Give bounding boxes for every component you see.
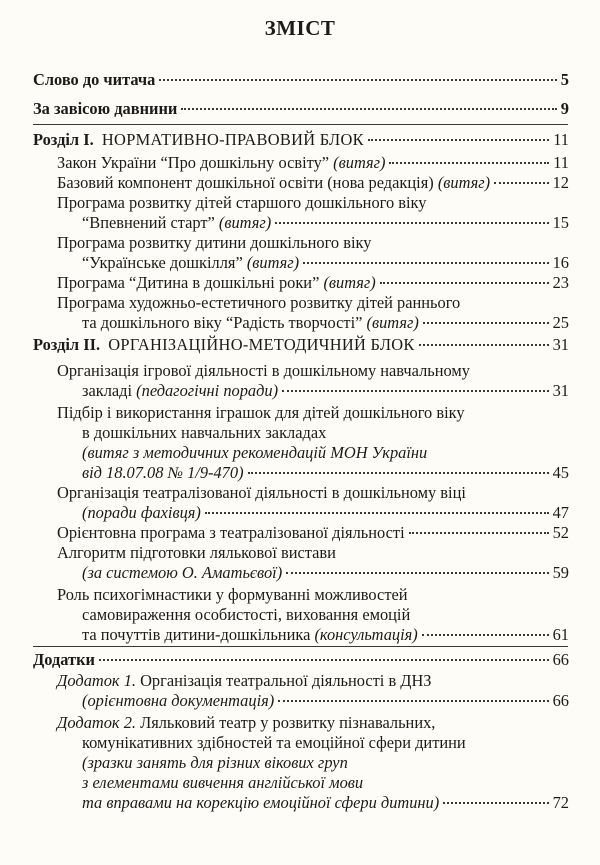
toc-entry-note: (орієнтовна документація) [82,691,275,710]
toc-entry-title[interactable]: Програма розвитку дитини дошкільного віку [57,233,372,252]
toc-entry-page: 45 [552,463,569,482]
toc-entry-title[interactable]: Організація ігрової діяльності в дошкільному навчальному [57,361,470,380]
toc-entry-note: (за системою О. Аматьєвої) [82,563,283,582]
toc-entry-title[interactable]: Роль психогімнастики у формуванні можливостей [57,585,408,604]
toc-entry-note: (витяг) [333,153,386,172]
toc-entry-title: Орієнтовна програма з театралізованої діяльності [57,523,405,542]
toc-entry[interactable] [33,99,569,119]
toc-entry-title: Слово до читача [33,70,156,89]
toc-entry-title: Закон України “Про дошкільну освіту” [57,153,330,172]
toc-entry-page: 47 [552,503,569,522]
toc-entry-page: 31 [552,381,569,400]
toc-entry[interactable] [82,313,569,333]
toc-entry-page: 16 [552,253,569,272]
toc-entry[interactable] [82,793,569,813]
toc-entry[interactable] [82,503,569,523]
section-title: НОРМАТИВНО-ПРАВОВИЙ БЛОК [101,130,364,149]
section-title: Додатки [33,650,96,669]
toc-section[interactable] [33,335,569,355]
section-label: Розділ II. [33,335,101,354]
toc-entry-title: “Українське дошкілля” [82,253,243,272]
toc-entry-page: 23 [552,273,569,292]
toc-entry-note: (витяг) [323,273,376,292]
divider [33,646,568,647]
toc-section[interactable] [33,130,569,150]
toc-entry-title: та почуттів дитини-дошкільника [82,625,311,644]
toc-entry[interactable] [82,381,569,401]
toc-entry-title[interactable]: Підбір і використання іграшок для дітей дошкільного віку [57,403,465,422]
toc-entry-note: (витяг) [437,173,491,192]
toc-entry-note: (витяг) [246,253,300,272]
toc-entry-title: Ляльковий театр у розвитку пізнавальних, [140,713,436,732]
toc-entry-title: Базовий компонент дошкільної освіти (нова редакція) [57,173,434,192]
toc-entry[interactable] [82,253,569,273]
appendix-label: Додаток 1. [57,671,136,690]
toc-entry-page: 15 [552,213,569,232]
toc-entry-note[interactable]: з елементами вивчення англійської мови [82,773,364,792]
toc-entry[interactable] [82,625,569,645]
toc-entry-note: (витяг) [366,313,419,332]
toc-entry-title: та дошкільного віку “Радість творчості” [82,313,363,332]
toc-entry-page: 66 [552,691,569,710]
toc-entry-title[interactable]: в дошкільних навчальних закладах [82,423,327,442]
toc-entry-note: (поради фахівця) [82,503,201,522]
toc-entry[interactable] [82,213,569,233]
toc-entry-title[interactable]: самовираження особистості, виховання емоцій [82,605,411,624]
toc-entry-page: 72 [552,793,569,812]
toc-entry-page: 11 [553,130,569,149]
toc-entry-title[interactable]: Алгоритм підготовки лялькової вистави [57,543,336,562]
toc-entry-page: 31 [552,335,569,354]
toc-entry-title: “Впевнений старт” [82,213,215,232]
toc-entry[interactable] [57,273,569,293]
toc-entry[interactable] [57,173,569,193]
toc-section[interactable] [33,650,569,670]
toc-entry-page: 61 [552,625,569,644]
toc-entry[interactable] [33,70,569,90]
toc-entry[interactable] [57,671,432,691]
toc-entry-note: від 18.07.08 № 1/9-470) [82,463,244,482]
toc-entry-note: (витяг) [218,213,272,232]
toc-entry-title[interactable]: Організація театралізованої діяльності в дошкільному віці [57,483,466,502]
section-title: ОРГАНІЗАЦІЙНО-МЕТОДИЧНИЙ БЛОК [108,335,415,354]
toc-entry-page: 5 [560,70,569,89]
toc-entry-note[interactable]: (витяг з методичних рекомендацій МОН України [82,443,428,462]
toc-entry-title[interactable]: Програма розвитку дітей старшого дошкільного віку [57,193,427,212]
toc-entry-page: 9 [560,99,569,118]
toc-entry[interactable] [82,563,569,583]
toc-entry-page: 66 [552,650,569,669]
appendix-label: Додаток 2. [57,713,136,732]
toc-entry-title: За завісою давнини [33,99,178,118]
section-label: Розділ I. [33,130,94,149]
toc-entry-title: Програма “Дитина в дошкільні роки” [57,273,320,292]
divider [33,124,568,125]
toc-entry-title[interactable]: комунікативних здібностей та емоційної сфери дитини [82,733,466,752]
toc-entry-page: 59 [552,563,569,582]
toc-entry[interactable] [82,691,569,711]
toc-entry-note: та вправами на корекцію емоційної сфери дитини) [82,793,440,812]
toc-entry[interactable] [82,463,569,483]
toc-entry-note[interactable]: (зразки занять для різних вікових груп [82,753,348,772]
toc-entry[interactable] [57,523,569,543]
toc-entry-page: 11 [553,153,569,172]
toc-entry-note: (консультація) [314,625,418,644]
toc-entry-title: закладі [82,381,133,400]
toc-entry[interactable] [57,713,435,733]
toc-entry[interactable] [57,153,569,173]
toc-entry-note: (педагогічні поради) [136,381,279,400]
toc-entry-title[interactable]: Програма художньо-естетичного розвитку дітей раннього [57,293,461,312]
toc-entry-page: 52 [552,523,569,542]
toc-entry-page: 12 [552,173,569,192]
toc-entry-page: 25 [552,313,569,332]
toc-entry-title: Організація театральної діяльності в ДНЗ [140,671,432,690]
page-title: ЗМІСТ [264,16,336,40]
